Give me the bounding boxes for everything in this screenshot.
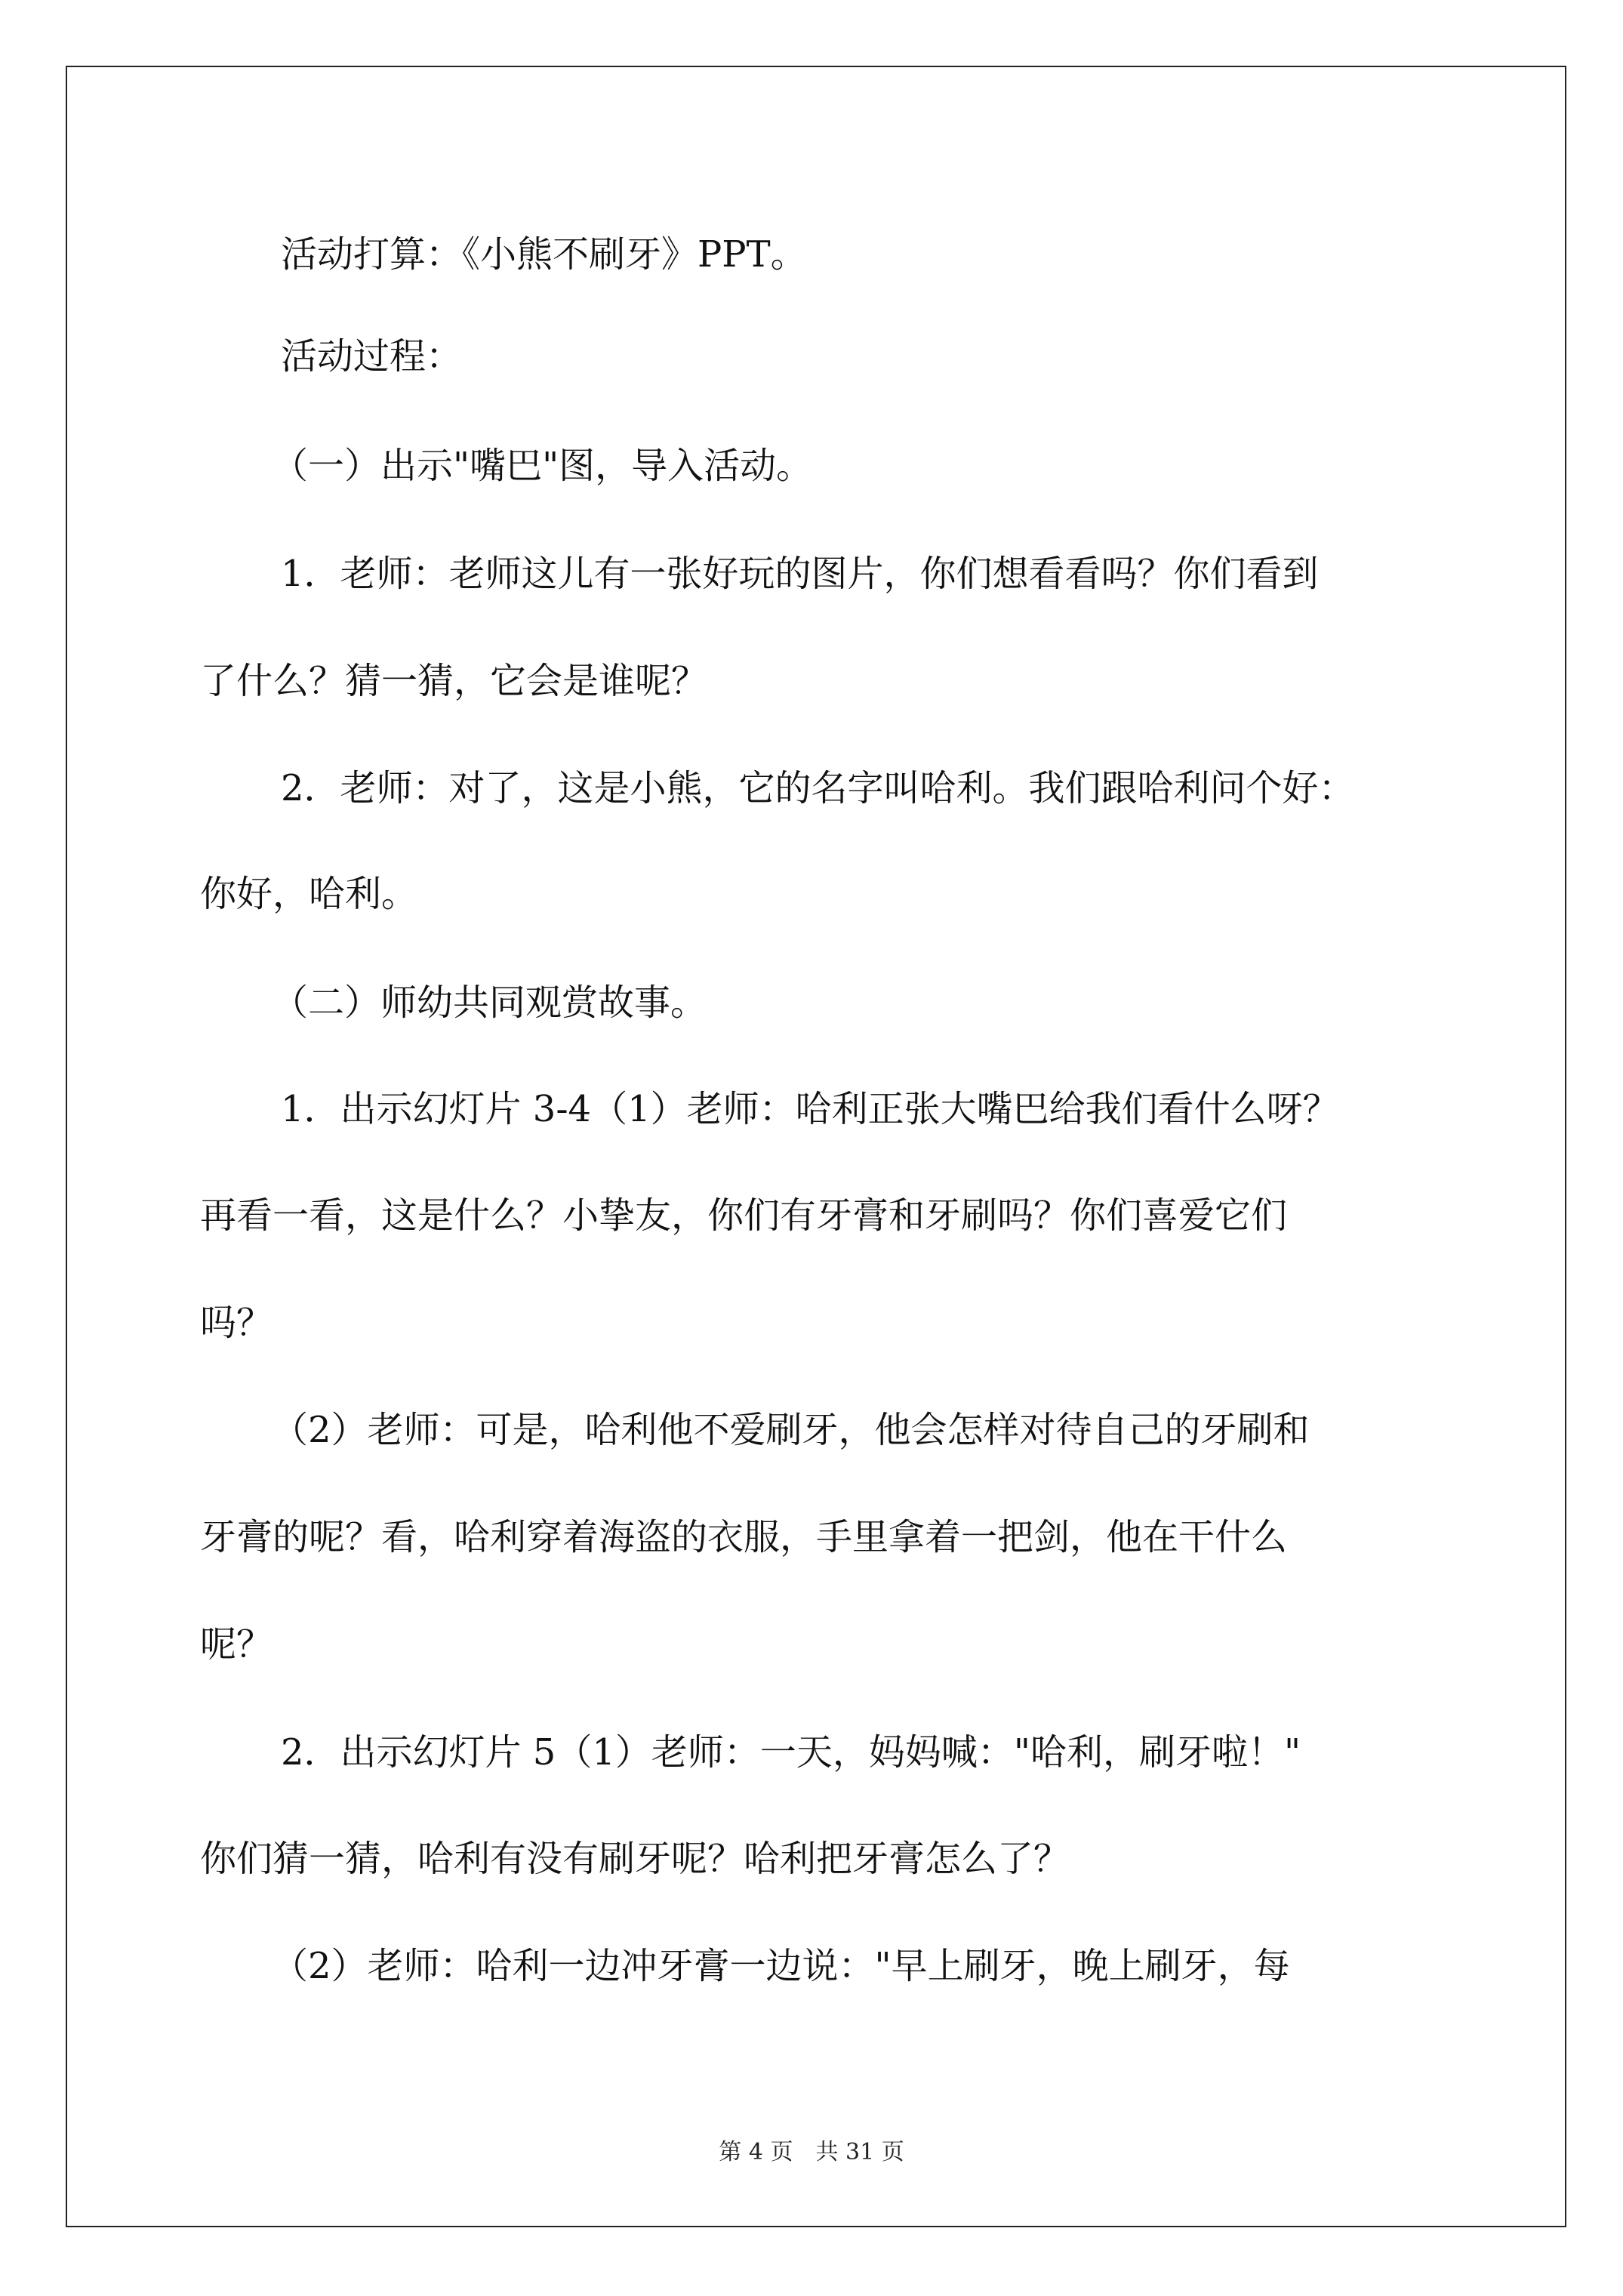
text-line: 呢？	[200, 1623, 273, 1666]
text-line: 1．出示幻灯片 3-4（1）老师：哈利正张大嘴巴给我们看什么呀？	[281, 1088, 1339, 1130]
text-line: 你好，哈利。	[200, 873, 418, 915]
page-number-footer: 第 4 页 共 31 页	[719, 2139, 904, 2165]
text-line: （2）老师：哈利一边冲牙膏一边说："早上刷牙，晚上刷牙，每	[272, 1945, 1290, 1987]
text-line: （2）老师：可是，哈利他不爱刷牙，他会怎样对待自己的牙刷和	[272, 1409, 1310, 1451]
text-line: 活动过程：	[281, 335, 463, 378]
text-line: 吗？	[200, 1302, 273, 1344]
text-line: （一）出示"嘴巴"图，导入活动。	[272, 445, 813, 487]
text-line: （二）师幼共同观赏故事。	[272, 982, 707, 1024]
text-line: 2．老师：对了，这是小熊，它的名字叫哈利。我们跟哈利问个好：	[281, 767, 1355, 809]
text-line: 牙膏的呢？看，哈利穿着海盗的衣服，手里拿着一把剑，他在干什么	[200, 1516, 1288, 1558]
page-border	[66, 66, 1566, 2227]
text-line: 了什么？猜一猜，它会是谁呢？	[200, 660, 708, 702]
text-line: 再看一看，这是什么？小挚友，你们有牙膏和牙刷吗？你们喜爱它们	[200, 1194, 1288, 1237]
text-line: 1．老师：老师这儿有一张好玩的图片，你们想看看吗？你们看到	[281, 553, 1319, 595]
text-line: 你们猜一猜，哈利有没有刷牙呢？哈利把牙膏怎么了？	[200, 1838, 1070, 1880]
text-line: 2．出示幻灯片 5（1）老师：一天，妈妈喊："哈利，刷牙啦！"	[281, 1731, 1301, 1774]
text-line: 活动打算：《小熊不刷牙》PPT。	[281, 233, 807, 276]
